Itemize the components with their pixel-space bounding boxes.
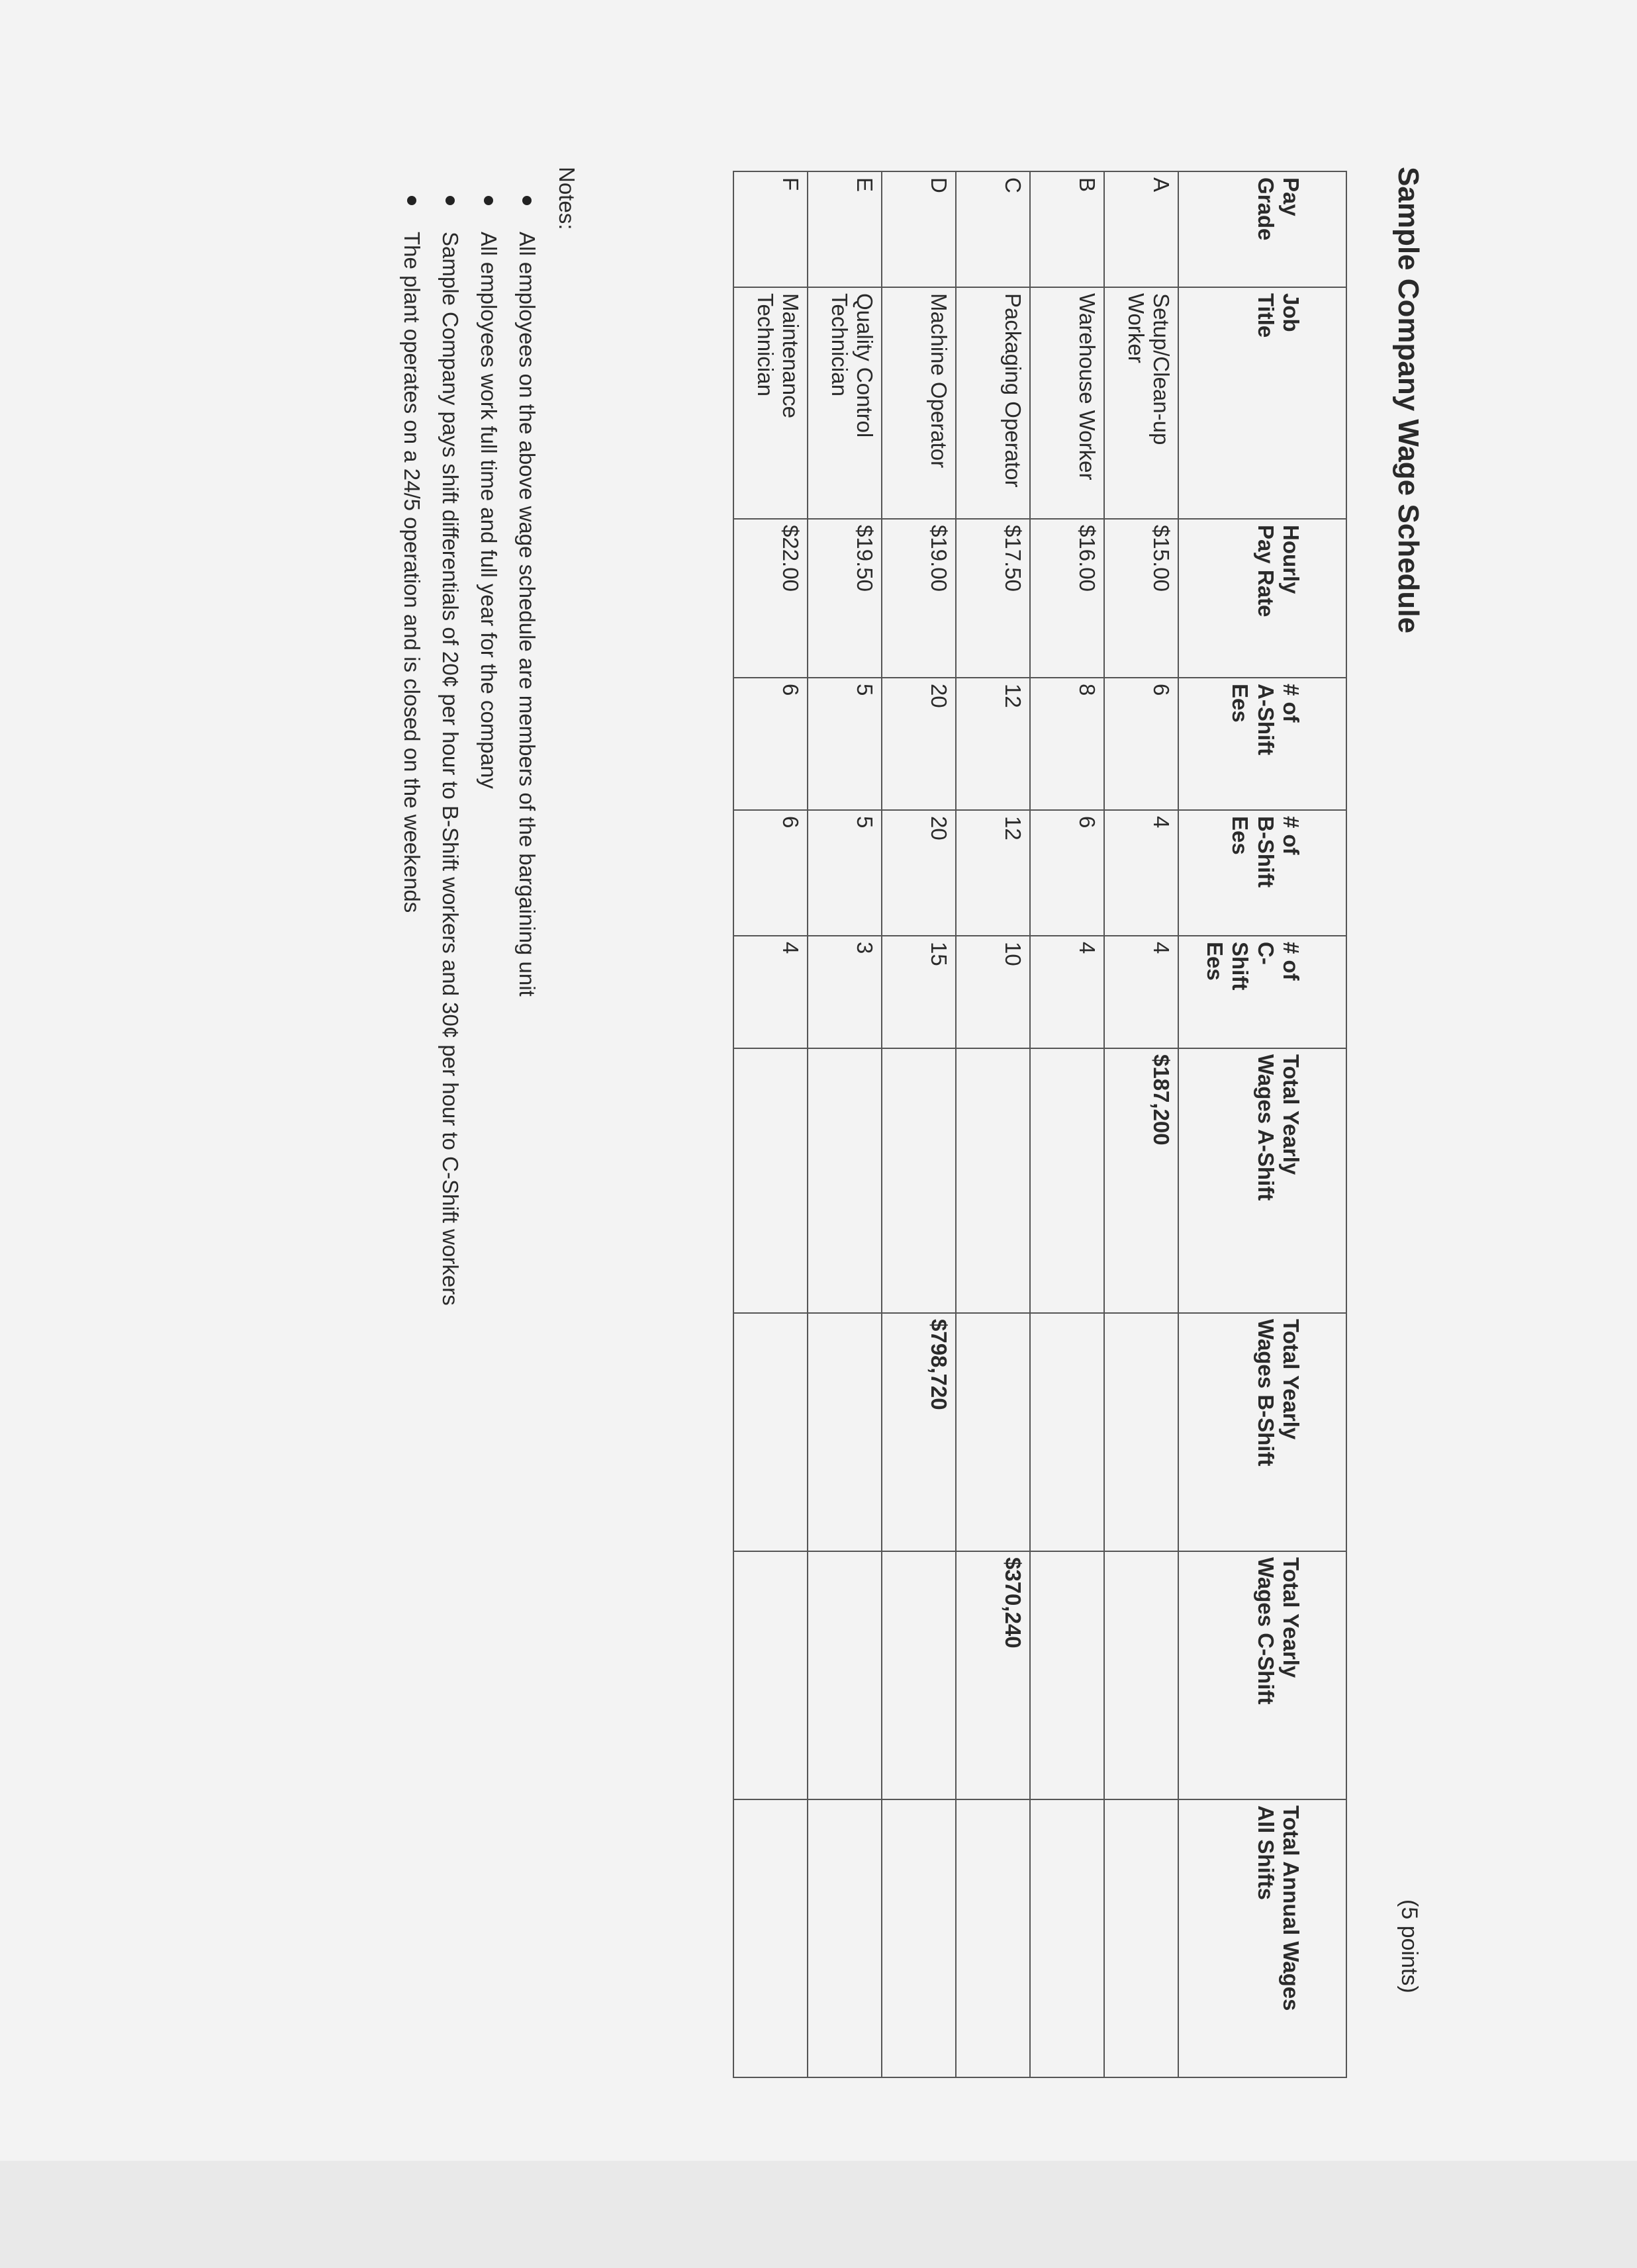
notes-section bbox=[393, 167, 579, 1306]
rotated-page bbox=[364, 132, 1456, 2118]
header-wages-b-shift: Total Yearly Wages B-Shift bbox=[1178, 1313, 1346, 1551]
bullet-icon bbox=[522, 196, 532, 205]
table-row bbox=[733, 171, 808, 2077]
header-b-shift-ees: # of B-Shift Ees bbox=[1178, 810, 1346, 936]
total-annual-cell bbox=[808, 1799, 882, 2077]
hourly-rate-cell: $19.50 bbox=[808, 519, 882, 678]
c-shift-count-cell: 4 bbox=[733, 936, 808, 1048]
b-shift-count-cell: 12 bbox=[956, 810, 1030, 936]
bullet-icon bbox=[407, 196, 416, 205]
c-shift-count-cell: 3 bbox=[808, 936, 882, 1048]
a-shift-count-cell: 8 bbox=[1030, 678, 1104, 810]
wages-a-shift-cell: $187,200 bbox=[1104, 1048, 1178, 1313]
wages-b-shift-cell bbox=[808, 1313, 882, 1551]
hourly-rate-cell: $16.00 bbox=[1030, 519, 1104, 678]
wages-b-shift-cell bbox=[1030, 1313, 1104, 1551]
header-c-shift-ees: # of C- Shift Ees bbox=[1178, 936, 1346, 1048]
wages-c-shift-cell bbox=[733, 1551, 808, 1799]
wages-c-shift-cell bbox=[1030, 1551, 1104, 1799]
c-shift-count-cell: 15 bbox=[882, 936, 956, 1048]
pay-grade-cell: A bbox=[1104, 171, 1178, 287]
b-shift-count-cell: 6 bbox=[733, 810, 808, 936]
table-row bbox=[1104, 171, 1178, 2077]
hourly-rate-cell: $15.00 bbox=[1104, 519, 1178, 678]
a-shift-count-cell: 6 bbox=[733, 678, 808, 810]
table-row bbox=[1030, 171, 1104, 2077]
wages-b-shift-cell bbox=[1104, 1313, 1178, 1551]
wages-b-shift-cell: $798,720 bbox=[882, 1313, 956, 1551]
notes-list bbox=[393, 167, 546, 1306]
b-shift-count-cell: 6 bbox=[1030, 810, 1104, 936]
note-text: All employees on the above wage schedule are members of the bargaining unit bbox=[515, 232, 539, 997]
c-shift-count-cell: 4 bbox=[1030, 936, 1104, 1048]
wages-a-shift-cell bbox=[1030, 1048, 1104, 1313]
header-wages-c-shift: Total Yearly Wages C-Shift bbox=[1178, 1551, 1346, 1799]
a-shift-count-cell: 5 bbox=[808, 678, 882, 810]
header-hourly-pay-rate: Hourly Pay Rate bbox=[1178, 519, 1346, 678]
wages-c-shift-cell bbox=[808, 1551, 882, 1799]
list-item bbox=[393, 167, 431, 1306]
job-title-cell: Warehouse Worker bbox=[1030, 287, 1104, 519]
wages-a-shift-cell bbox=[882, 1048, 956, 1313]
total-annual-cell bbox=[882, 1799, 956, 2077]
notes-title: Notes: bbox=[555, 167, 579, 230]
table-header-row bbox=[1178, 171, 1346, 2077]
a-shift-count-cell: 20 bbox=[882, 678, 956, 810]
header-pay-grade: Pay Grade bbox=[1178, 171, 1346, 287]
header-a-shift-ees: # of A-Shift Ees bbox=[1178, 678, 1346, 810]
a-shift-count-cell: 12 bbox=[956, 678, 1030, 810]
hourly-rate-cell: $19.00 bbox=[882, 519, 956, 678]
page-title: Sample Company Wage Schedule bbox=[1392, 167, 1425, 633]
wage-schedule-table bbox=[733, 171, 1347, 2078]
header-total-annual-wages: Total Annual Wages All Shifts bbox=[1178, 1799, 1346, 2077]
job-title-cell: Maintenance Technician bbox=[733, 287, 808, 519]
wages-a-shift-cell bbox=[733, 1048, 808, 1313]
list-item bbox=[431, 167, 469, 1306]
table-row bbox=[808, 171, 882, 2077]
b-shift-count-cell: 5 bbox=[808, 810, 882, 936]
header-wages-a-shift: Total Yearly Wages A-Shift bbox=[1178, 1048, 1346, 1313]
wages-c-shift-cell bbox=[1104, 1551, 1178, 1799]
job-title-cell: Quality Control Technician bbox=[808, 287, 882, 519]
bullet-icon bbox=[484, 196, 493, 205]
total-annual-cell bbox=[956, 1799, 1030, 2077]
bullet-icon bbox=[445, 196, 455, 205]
pay-grade-cell: C bbox=[956, 171, 1030, 287]
hourly-rate-cell: $17.50 bbox=[956, 519, 1030, 678]
wages-b-shift-cell bbox=[956, 1313, 1030, 1551]
hourly-rate-cell: $22.00 bbox=[733, 519, 808, 678]
list-item bbox=[469, 167, 508, 1306]
wages-c-shift-cell: $370,240 bbox=[956, 1551, 1030, 1799]
header-job-title: Job Title bbox=[1178, 287, 1346, 519]
pay-grade-cell: D bbox=[882, 171, 956, 287]
table-row bbox=[956, 171, 1030, 2077]
c-shift-count-cell: 4 bbox=[1104, 936, 1178, 1048]
wages-b-shift-cell bbox=[733, 1313, 808, 1551]
table-row bbox=[882, 171, 956, 2077]
note-text: Sample Company pays shift differentials of 20¢ per hour to B-Shift workers and 30¢ per hour to C-Shift workers bbox=[438, 232, 463, 1306]
job-title-cell: Packaging Operator bbox=[956, 287, 1030, 519]
note-text: All employees work full time and full year for the company bbox=[477, 232, 501, 789]
wages-c-shift-cell bbox=[882, 1551, 956, 1799]
job-title-cell: Machine Operator bbox=[882, 287, 956, 519]
pay-grade-cell: E bbox=[808, 171, 882, 287]
b-shift-count-cell: 20 bbox=[882, 810, 956, 936]
a-shift-count-cell: 6 bbox=[1104, 678, 1178, 810]
note-text: The plant operates on a 24/5 operation and is closed on the weekends bbox=[400, 232, 424, 913]
total-annual-cell bbox=[1104, 1799, 1178, 2077]
wages-a-shift-cell bbox=[956, 1048, 1030, 1313]
pay-grade-cell: F bbox=[733, 171, 808, 287]
wages-a-shift-cell bbox=[808, 1048, 882, 1313]
b-shift-count-cell: 4 bbox=[1104, 810, 1178, 936]
list-item bbox=[508, 167, 546, 1306]
total-annual-cell bbox=[1030, 1799, 1104, 2077]
c-shift-count-cell: 10 bbox=[956, 936, 1030, 1048]
total-annual-cell bbox=[733, 1799, 808, 2077]
scan-bottom-margin bbox=[0, 2161, 1637, 2268]
points-label: (5 points) bbox=[1397, 1899, 1422, 1993]
job-title-cell: Setup/Clean-up Worker bbox=[1104, 287, 1178, 519]
pay-grade-cell: B bbox=[1030, 171, 1104, 287]
